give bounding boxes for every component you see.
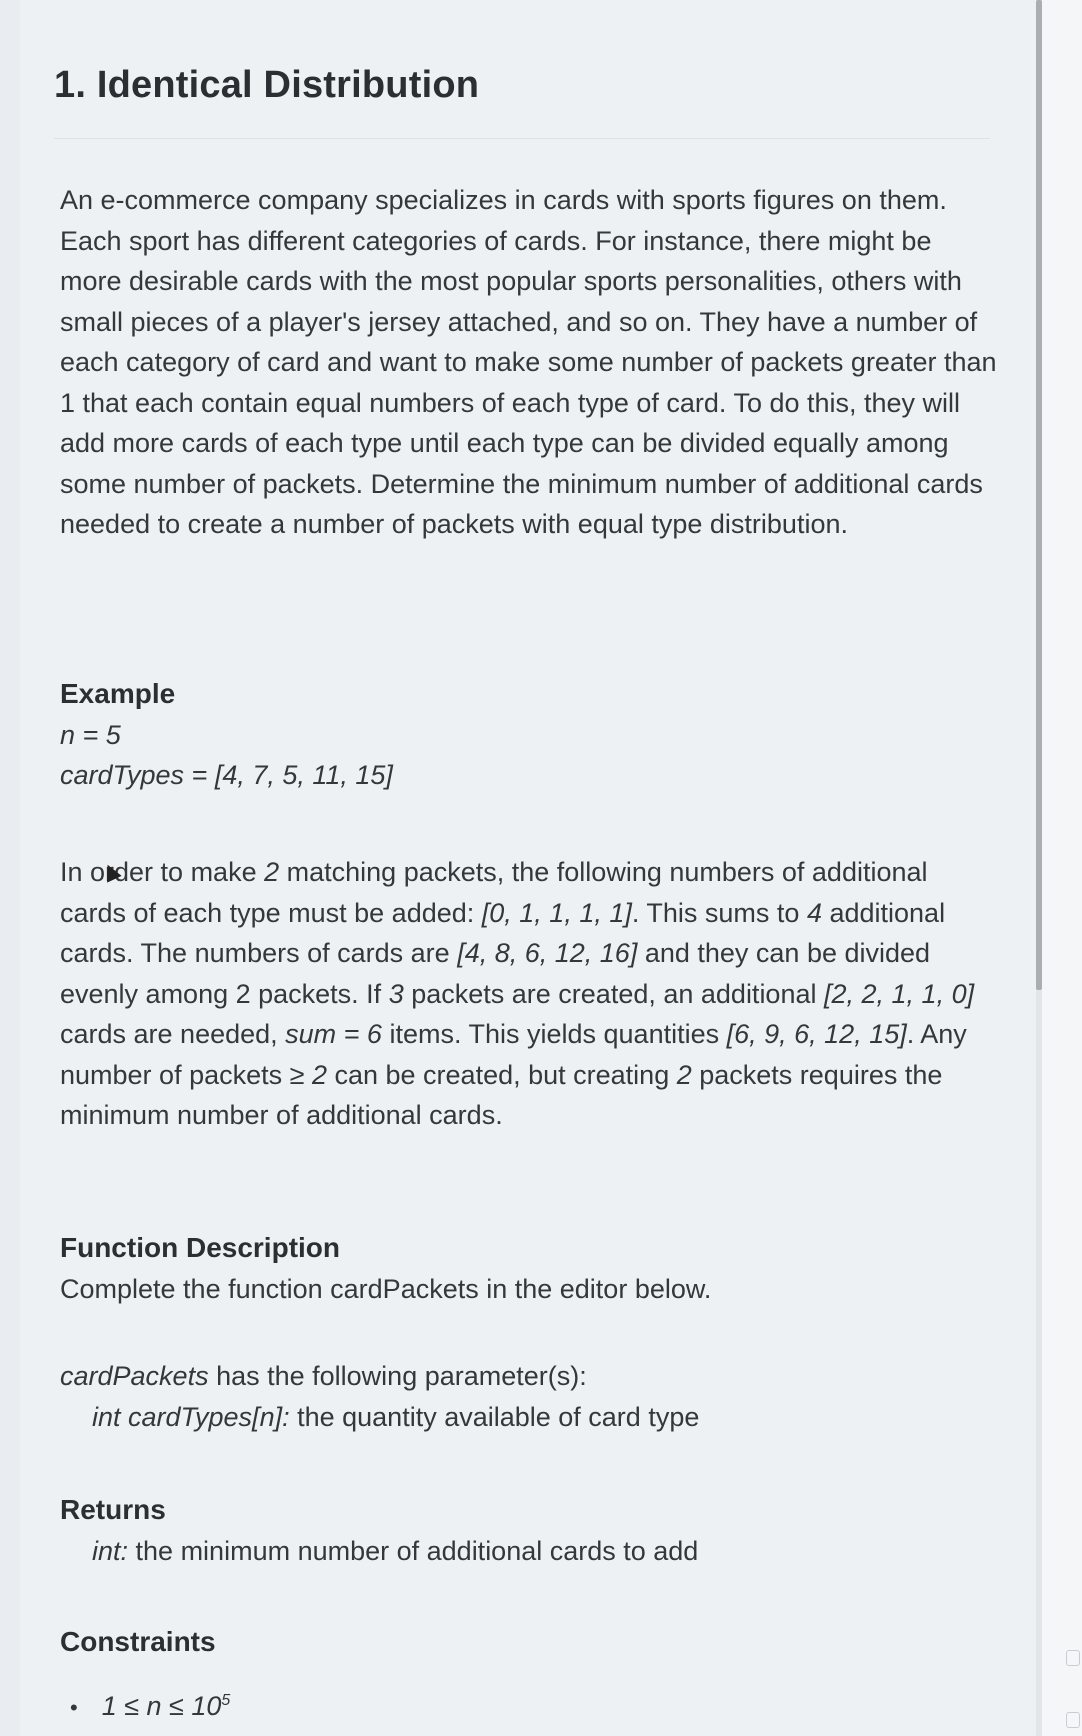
constraints-heading: Constraints bbox=[60, 1626, 216, 1657]
example-explanation-block bbox=[60, 852, 1000, 1136]
text: additional cards. The numbers of cards are bbox=[60, 897, 946, 968]
text: 1 ≤ n ≤ 10 bbox=[101, 1690, 222, 1721]
parameters-block bbox=[60, 1356, 1000, 1437]
gutter-icon[interactable] bbox=[1066, 1650, 1080, 1666]
problem-statement-block bbox=[60, 180, 1000, 545]
function-name: cardPackets bbox=[60, 1361, 209, 1391]
params-text: has the following parameter(s): bbox=[208, 1361, 587, 1391]
returns-line bbox=[60, 1531, 1000, 1572]
text: 2 bbox=[311, 1059, 327, 1090]
example-n: n = 5 bbox=[60, 719, 121, 750]
example-heading: Example bbox=[60, 678, 176, 709]
params-line bbox=[60, 1356, 1000, 1397]
text: and they can be divided evenly among 2 packets. If bbox=[60, 938, 931, 1009]
text: 2 bbox=[264, 857, 280, 887]
returns-desc: the minimum number of additional cards to add bbox=[128, 1535, 699, 1566]
text: 3 bbox=[388, 978, 404, 1009]
text: . This sums to bbox=[631, 897, 807, 928]
param-description: the quantity available of card type bbox=[289, 1401, 700, 1432]
constraint-item bbox=[60, 1681, 1000, 1729]
returns-block bbox=[60, 1490, 1000, 1571]
returns-type: int: bbox=[92, 1535, 129, 1566]
bullet-icon: • bbox=[70, 1694, 78, 1720]
text: packets requires the minimum number of additional cards. bbox=[60, 1059, 943, 1130]
text: packets are created, an additional bbox=[403, 978, 824, 1009]
text: [0, 1, 1, 1, 1] bbox=[481, 897, 632, 928]
function-description-text: Complete the function cardPackets in the editor below. bbox=[60, 1273, 712, 1304]
example-block bbox=[60, 674, 1000, 796]
text: . Any number of packets ≥ bbox=[60, 1019, 967, 1090]
text: 4 bbox=[806, 897, 822, 928]
text: 5 bbox=[221, 1691, 231, 1709]
gutter-icon[interactable] bbox=[1066, 1712, 1080, 1728]
text: can be created, but creating bbox=[326, 1059, 677, 1090]
function-description-block bbox=[60, 1228, 1000, 1309]
text: [2, 2, 1, 1, 0] bbox=[824, 978, 975, 1009]
text: In order to make bbox=[60, 857, 265, 887]
problem-statement: An e-commerce company specializes in cards with sports figures on them. Each sport has different categories of cards. For instance, there might be more desirable cards with the most popular sports personalities, others with small pieces of a player's jersey attached, and so on. They have a number of each category of card and want to make some number of packets greater than 1 that each contain equal numbers of each type of card. To do this, they will add more cards of each type until each type can be divided equally among some number of packets. Determine the minimum number of additional cards needed to create a number of packets with equal type distribution. bbox=[60, 185, 997, 539]
param-signature: int cardTypes[n]: bbox=[92, 1401, 290, 1432]
text: matching packets, the following numbers of additional cards of each type must be added: bbox=[60, 857, 928, 928]
text: 2 bbox=[676, 1059, 692, 1090]
title-divider bbox=[54, 138, 990, 139]
text: [6, 9, 6, 12, 15] bbox=[726, 1019, 907, 1049]
returns-heading: Returns bbox=[60, 1494, 166, 1525]
text: sum = 6 bbox=[285, 1019, 382, 1049]
text: items. This yields quantities bbox=[381, 1019, 727, 1049]
constraints-block bbox=[60, 1622, 1000, 1728]
text: cards are needed, bbox=[60, 1019, 286, 1049]
constraint-text bbox=[102, 1681, 231, 1727]
param-cardtypes bbox=[60, 1397, 1000, 1438]
function-description-heading: Function Description bbox=[60, 1232, 340, 1263]
problem-title: 1. Identical Distribution bbox=[54, 64, 480, 106]
example-cardtypes: cardTypes = [4, 7, 5, 11, 15] bbox=[60, 760, 393, 790]
text: [4, 8, 6, 12, 16] bbox=[457, 938, 638, 968]
example-explanation bbox=[60, 852, 1000, 1136]
editor-gutter bbox=[1042, 0, 1082, 1736]
